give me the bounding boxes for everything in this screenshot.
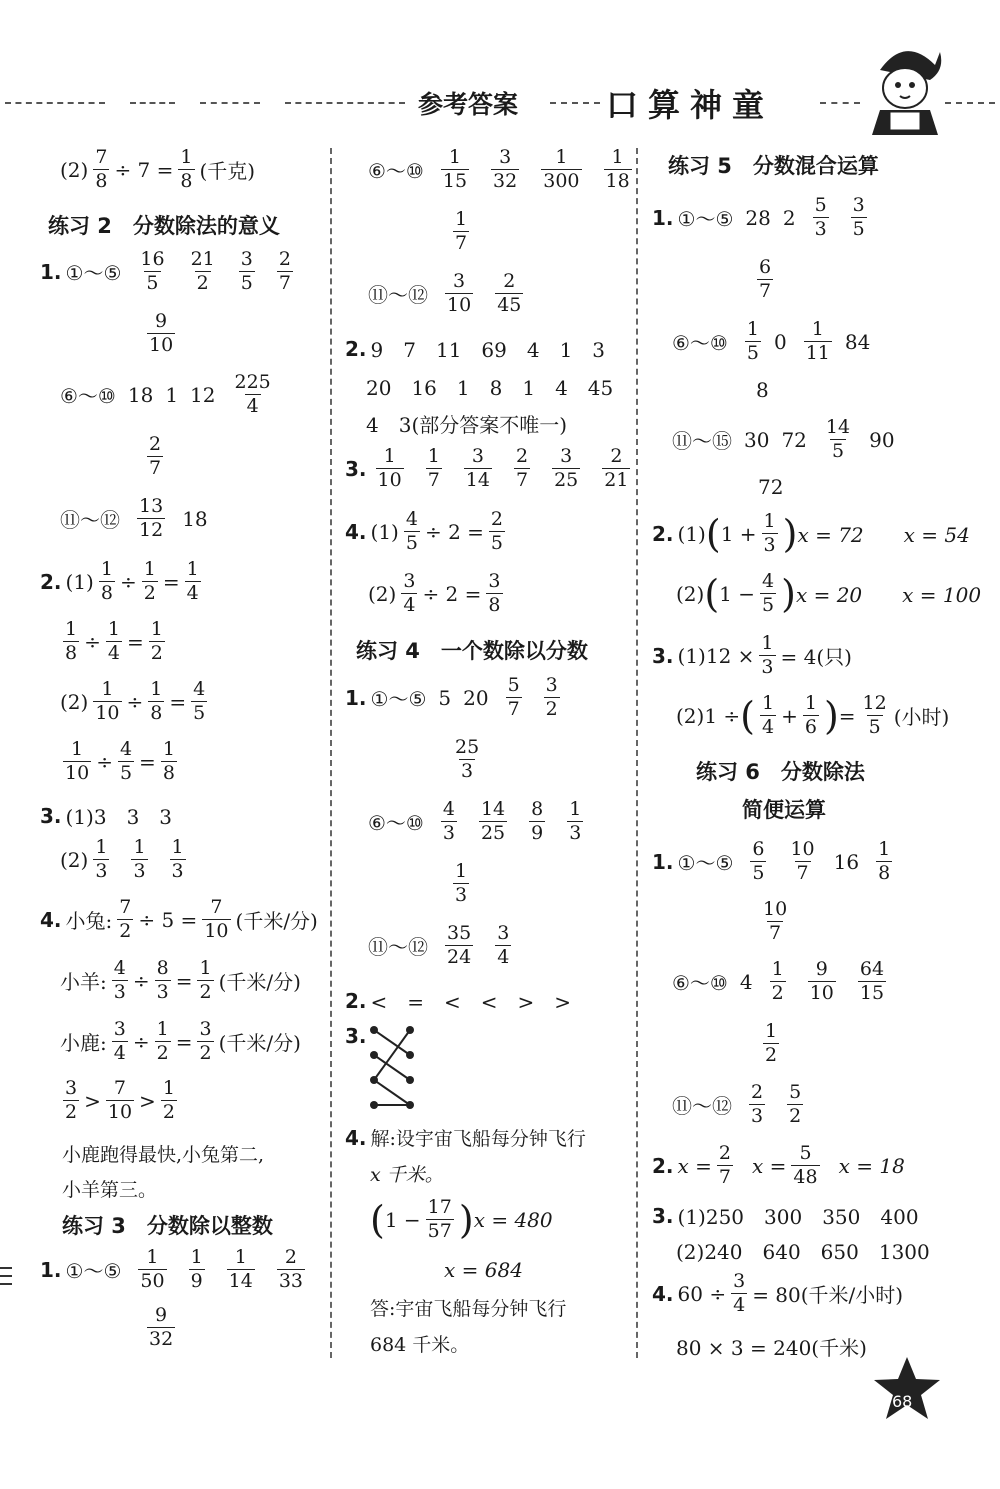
fraction: $\frac{1}{10}$ [95, 678, 120, 724]
fraction: $\frac{1}{3}$ [455, 860, 468, 906]
fraction: $\frac{3}{2}$ [65, 1077, 78, 1123]
fraction: $\frac{4}{5}$ [193, 678, 206, 724]
page-number: 68 [892, 1392, 913, 1411]
answer-row: 2. (1) ( 1 + $\frac{1}{3}$ ) x = 72 x = 54 [652, 510, 970, 556]
question-number: 2. [40, 569, 62, 594]
fraction: $\frac{4}{5}$ [762, 570, 775, 616]
answer-row: 3. (1)3 3 3 [40, 803, 173, 829]
fraction: $\frac{2}{7}$ [515, 445, 529, 491]
question-number: 4. [345, 1125, 367, 1150]
answer-row: 2. (1) $\frac{1}{8}$ ÷ $\frac{1}{2}$ = $\frac{1}{4}$ [40, 558, 199, 604]
answer-row: (2) ( 1 − $\frac{4}{5}$ ) x = 20 x = 100 [676, 570, 982, 616]
fraction: $\frac{1}{2}$ [765, 1020, 778, 1066]
answer-row [368, 924, 516, 967]
range-label: ⑥～⑩ [368, 159, 424, 183]
answer-row [60, 148, 255, 191]
answer-row: 4. 60 ÷ $\frac{3}{4}$ = 80(千米/小时) [652, 1270, 904, 1316]
header-answer-label: 参考答案 [418, 90, 519, 119]
range-label: ①～⑤ [677, 851, 734, 875]
fraction: $\frac{3}{4}$ [403, 570, 416, 616]
question-number: 1. [40, 259, 62, 284]
fraction: $\frac{1}{3}$ [133, 836, 146, 882]
fraction: $\frac{225}{4}$ [234, 371, 271, 417]
answer-row: 小羊: $\frac{4}{3}$ ÷ $\frac{8}{3}$ = $\frac{1}{2}$ (千米/分) [60, 957, 301, 1003]
fraction: $\frac{1}{15}$ [442, 146, 468, 192]
fraction: $\frac{9}{10}$ [149, 310, 174, 356]
question-number: 3. [652, 1203, 674, 1228]
answer-row: ⑥～⑩ 18 1 12 $\frac{225}{4}$ [60, 371, 271, 417]
answer-row: 4. 解:设宇宙飞船每分钟飞行 [345, 1125, 586, 1150]
answer-row: 3. (1)250 300 350 400 [652, 1203, 919, 1229]
range-label: ⑥～⑩ [672, 331, 728, 355]
fraction: $\frac{21}{2}$ [190, 248, 215, 294]
page-header [0, 0, 1000, 140]
fraction: $\frac{17}{57}$ [427, 1196, 452, 1242]
fraction: $\frac{1}{3}$ [761, 632, 774, 678]
fraction: $\frac{2}{3}$ [751, 1081, 764, 1127]
answer-text: 小羊第三。 [62, 1179, 158, 1201]
header-dash-line [285, 102, 405, 104]
fraction: $\frac{2}{7}$ [149, 433, 162, 479]
header-dash-line [5, 102, 105, 104]
range-label: ⑪～⑫ [368, 283, 428, 307]
column-divider [636, 148, 638, 1358]
fraction: $\frac{13}{12}$ [139, 495, 164, 541]
answer-text: 72 [758, 475, 784, 499]
answer-row [756, 900, 794, 943]
fraction: $\frac{1}{10}$ [377, 445, 402, 491]
range-label: ①～⑤ [370, 687, 427, 711]
header-dash-line [200, 102, 260, 104]
question-number: 1. [345, 685, 367, 710]
answer-row [40, 1248, 310, 1291]
fraction: $\frac{3}{4}$ [113, 1018, 126, 1064]
answer-text: 小鹿跑得最快,小兔第二, [62, 1144, 265, 1166]
header-dash-line [550, 102, 600, 104]
fraction: $\frac{8}{9}$ [531, 798, 544, 844]
fraction: $\frac{1}{50}$ [140, 1246, 165, 1292]
fraction: $\frac{4}{5}$ [119, 738, 133, 784]
fraction: $\frac{5}{7}$ [507, 674, 520, 720]
fraction: $\frac{1}{5}$ [746, 318, 759, 364]
answer-row: $\frac{3}{2}$ > $\frac{7}{10}$ > $\frac{1}{2}$ [65, 1077, 175, 1123]
range-label: ⑥～⑩ [60, 384, 116, 408]
fraction: $\frac{3}{4}$ [497, 922, 510, 968]
answer-row: 4. 小兔: $\frac{7}{2}$ ÷ 5 = $\frac{7}{10}$ (千米/分) [40, 896, 318, 942]
answer-row: $\frac{1}{10}$ ÷ $\frac{4}{5}$ = $\frac{1}{8}$ [65, 738, 175, 784]
fraction: $\frac{3}{5}$ [240, 248, 253, 294]
fraction: $\frac{2}{7}$ [278, 248, 291, 294]
sub-label: (2) [60, 157, 89, 182]
answer-text: (2)240 640 650 1300 [676, 1240, 930, 1264]
answer-row: ( 1 − $\frac{17}{57}$ ) x = 480 [370, 1196, 553, 1242]
answer-row [448, 210, 474, 253]
answer-text: 80 × 3 = 240(千米) [676, 1336, 867, 1360]
answer-row [368, 272, 528, 315]
fraction: $\frac{12}{5}$ [862, 692, 887, 738]
fraction: $\frac{4}{3}$ [113, 957, 126, 1003]
fraction: $\frac{1}{2}$ [771, 958, 784, 1004]
fraction: $\frac{35}{24}$ [447, 922, 472, 968]
answer-row [448, 862, 474, 905]
fraction: $\frac{1}{3}$ [171, 836, 184, 882]
fraction: $\frac{64}{15}$ [859, 958, 885, 1004]
answer-row: 2. 9 7 11 69 4 1 3 [345, 336, 606, 362]
section-subtitle: 简便运算 [742, 798, 826, 822]
page-number-star-icon [872, 1355, 942, 1421]
fraction: $\frac{1}{8}$ [100, 558, 113, 604]
answer-row: 3. (1)12 × $\frac{1}{3}$ = 4(只) [652, 632, 852, 678]
fraction: $\frac{1}{7}$ [427, 445, 440, 491]
fraction: $\frac{1}{2}$ [162, 1077, 175, 1123]
fraction: $\frac{9}{10}$ [809, 958, 834, 1004]
answer-row: (2)1 ÷ ( $\frac{1}{4}$ + $\frac{1}{6}$ ) = $\frac{12}{5}$ (小时) [676, 692, 950, 738]
answer-row: 1. ①～⑤ $\frac{6}{5}$ $\frac{10}{7}$ 16 $\frac{1}{8}$ [652, 838, 891, 884]
operator: ÷ 7 = [114, 157, 174, 182]
fraction: $\frac{1}{8}$ [150, 678, 163, 724]
fraction: $\frac{14}{25}$ [480, 798, 506, 844]
answer-row: ⑪～⑫ $\frac{13}{12}$ 18 [60, 495, 208, 541]
range-label: ①～⑤ [677, 207, 734, 231]
fraction: $\frac{3}{8}$ [488, 570, 501, 616]
answer-row [142, 312, 180, 355]
fraction: $\frac{1}{8}$ [162, 738, 175, 784]
fraction: $\frac{7}{10}$ [204, 896, 229, 942]
fraction: $\frac{1}{18}$ [605, 146, 630, 192]
answer-row: ⑥～⑩ $\frac{1}{5}$ 0 $\frac{1}{11}$ 84 [672, 318, 871, 364]
fraction: $\frac{1}{11}$ [805, 318, 830, 364]
fraction: $\frac{1}{300}$ [543, 146, 580, 192]
fraction: $\frac{25}{3}$ [455, 736, 480, 782]
fraction: $\frac{1}{6}$ [804, 692, 817, 738]
answer-row: 4. (1) $\frac{4}{5}$ ÷ 2 = $\frac{2}{5}$ [345, 508, 504, 554]
fraction: $\frac{3}{25}$ [554, 445, 579, 491]
section-title: 练习 3 分数除以整数 [62, 1214, 273, 1238]
answer-text: 20 16 1 8 1 4 45 [366, 376, 614, 400]
unit: (千克) [199, 159, 256, 183]
fraction: $\frac{1}{7}$ [455, 208, 468, 254]
question-number: 2. [652, 1153, 674, 1178]
fraction: $\frac{6}{7}$ [759, 256, 772, 302]
question-number: 2. [345, 336, 367, 361]
header-dash-line [820, 102, 860, 104]
column-divider [330, 148, 332, 1358]
question-number: 4. [345, 519, 367, 544]
fraction: $\frac{1}{8}$ [65, 618, 78, 664]
fraction: $\frac{14}{5}$ [825, 416, 851, 462]
answer-row: $\frac{1}{8}$ ÷ $\frac{1}{4}$ = $\frac{1}{2}$ [65, 618, 163, 664]
fraction: $\frac{3}{2}$ [545, 674, 558, 720]
fraction: $\frac{3}{5}$ [852, 194, 865, 240]
range-label: ⑪～⑫ [60, 508, 120, 532]
answer-text: 684 千米。 [370, 1334, 470, 1356]
fraction: $\frac{1}{3}$ [569, 798, 582, 844]
fraction: $\frac{4}{5}$ [405, 508, 418, 554]
range-label: ⑪～⑫ [368, 935, 428, 959]
mascot-icon [860, 40, 950, 140]
fraction: $\frac{2}{5}$ [490, 508, 504, 554]
fraction: $\frac{16}{5}$ [140, 248, 165, 294]
question-number: 3. [652, 643, 674, 668]
section-title: 练习 2 分数除法的意义 [48, 214, 280, 238]
fraction: $\frac{1}{10}$ [65, 738, 90, 784]
fraction: $\frac{5}{48}$ [793, 1142, 818, 1188]
fraction: $\frac{1}{9}$ [190, 1246, 203, 1292]
answer-text: x = 684 [444, 1258, 523, 1282]
answer-text: 8 [756, 378, 769, 402]
fraction: $\frac{1}{2}$ [143, 558, 156, 604]
answer-text: 答:宇宙飞船每分钟飞行 [370, 1298, 567, 1320]
fraction: $\frac{1}{3}$ [95, 836, 108, 882]
fraction: $\frac{9}{32}$ [149, 1304, 174, 1350]
fraction: $\frac{5}{3}$ [814, 194, 827, 240]
fraction: $\frac{2}{7}$ [718, 1142, 732, 1188]
answer-row: ⑪～⑮ 30 72 $\frac{14}{5}$ 90 [672, 416, 895, 462]
question-number: 3. [40, 803, 62, 828]
fraction: $\frac{7}{8}$ [95, 146, 108, 192]
fraction: $\frac{3}{4}$ [733, 1270, 746, 1316]
header-book-title: 口算神童 [606, 86, 775, 124]
fraction: $\frac{1}{4}$ [762, 692, 775, 738]
answer-row: 2. < = < < > > [345, 988, 572, 1014]
range-label: ①～⑤ [65, 261, 122, 285]
answer-row [758, 1022, 784, 1065]
question-number: 3. [345, 1024, 367, 1048]
answer-row [752, 258, 778, 301]
section-title: 练习 4 一个数除以分数 [356, 639, 588, 663]
question-number: 2. [652, 521, 674, 546]
fraction: $\frac{1}{4}$ [186, 558, 199, 604]
fraction: $\frac{3}{10}$ [447, 270, 472, 316]
answer-row: (2) $\frac{1}{3}$ $\frac{1}{3}$ $\frac{1}{3}$ [60, 836, 184, 882]
answer-row: 小鹿: $\frac{3}{4}$ ÷ $\frac{1}{2}$ = $\frac{3}{2}$ (千米/分) [60, 1018, 301, 1064]
answer-row: 1. ①～⑤ 28 2 $\frac{5}{3}$ $\frac{3}{5}$ [652, 194, 865, 240]
answer-row: 1. ①～⑤ 5 20 $\frac{5}{7}$ $\frac{3}{2}$ [345, 674, 558, 720]
fraction: $\frac{1}{2}$ [199, 957, 212, 1003]
fraction: $\frac{1}{4}$ [107, 618, 120, 664]
fraction: $\frac{2}{45}$ [497, 270, 522, 316]
fraction: $\frac{1}{3}$ [763, 510, 776, 556]
question-number: 1. [652, 849, 674, 874]
fraction: $\frac{1}{8}$ [878, 838, 891, 884]
header-dash-line [945, 102, 995, 104]
question-number: 1. [40, 1257, 62, 1282]
answer-row [448, 738, 486, 781]
question-number: 4. [40, 907, 62, 932]
fraction: $\frac{5}{2}$ [789, 1081, 802, 1127]
answer-row [368, 148, 637, 191]
fraction: $\frac{8}{3}$ [156, 957, 169, 1003]
fraction: $\frac{2}{21}$ [604, 445, 629, 491]
question-number: 2. [345, 988, 367, 1013]
header-dash-line [130, 102, 175, 104]
fraction: $\frac{3}{2}$ [199, 1018, 212, 1064]
range-label: ⑥～⑩ [672, 971, 728, 995]
answer-row [368, 800, 588, 843]
question-number: 4. [652, 1281, 674, 1306]
fraction: $\frac{4}{3}$ [442, 798, 455, 844]
binding-marks-icon [0, 1260, 14, 1300]
fraction: $\frac{2}{33}$ [278, 1246, 304, 1292]
fraction: $\frac{1}{8}$ [180, 146, 193, 192]
fraction: $\frac{1}{2}$ [156, 1018, 169, 1064]
fraction: $\frac{7}{10}$ [107, 1077, 133, 1123]
answer-row: (2) $\frac{3}{4}$ ÷ 2 = $\frac{3}{8}$ [368, 570, 501, 616]
range-label: ①～⑤ [65, 1259, 122, 1283]
answer-row: (2) $\frac{1}{10}$ ÷ $\frac{1}{8}$ = $\frac{4}{5}$ [60, 678, 206, 724]
answer-row [345, 447, 635, 490]
range-label: ⑪～⑮ [672, 429, 732, 453]
fraction: $\frac{3}{32}$ [493, 146, 518, 192]
fraction: $\frac{1}{14}$ [228, 1246, 253, 1292]
answer-row [142, 435, 168, 478]
section-title: 练习 6 分数除法 [696, 760, 865, 784]
fraction: $\frac{10}{7}$ [790, 838, 815, 884]
answer-row: 2. x = $\frac{2}{7}$ x = $\frac{5}{48}$ x = 18 [652, 1142, 905, 1188]
fraction: $\frac{3}{14}$ [465, 445, 490, 491]
answer-text: x 千米。 [370, 1164, 444, 1186]
answer-text: 4 3(部分答案不唯一) [366, 413, 568, 437]
section-title: 练习 5 分数混合运算 [668, 154, 879, 178]
fraction: $\frac{6}{5}$ [752, 838, 765, 884]
answer-row [142, 1306, 180, 1349]
answer-row: ⑥～⑩ 4 $\frac{1}{2}$ $\frac{9}{10}$ $\frac{64}{15}$ [672, 958, 885, 1004]
question-number: 3. [345, 456, 367, 481]
answer-row [40, 250, 298, 293]
question-number: 1. [652, 205, 674, 230]
fraction: $\frac{1}{2}$ [150, 618, 163, 664]
fraction: $\frac{7}{2}$ [119, 896, 132, 942]
answer-row [672, 1083, 808, 1126]
range-label: ⑪～⑫ [672, 1094, 732, 1118]
range-label: ⑥～⑩ [368, 811, 424, 835]
fraction: $\frac{10}{7}$ [763, 898, 788, 944]
matching-lines-icon [364, 1020, 420, 1112]
